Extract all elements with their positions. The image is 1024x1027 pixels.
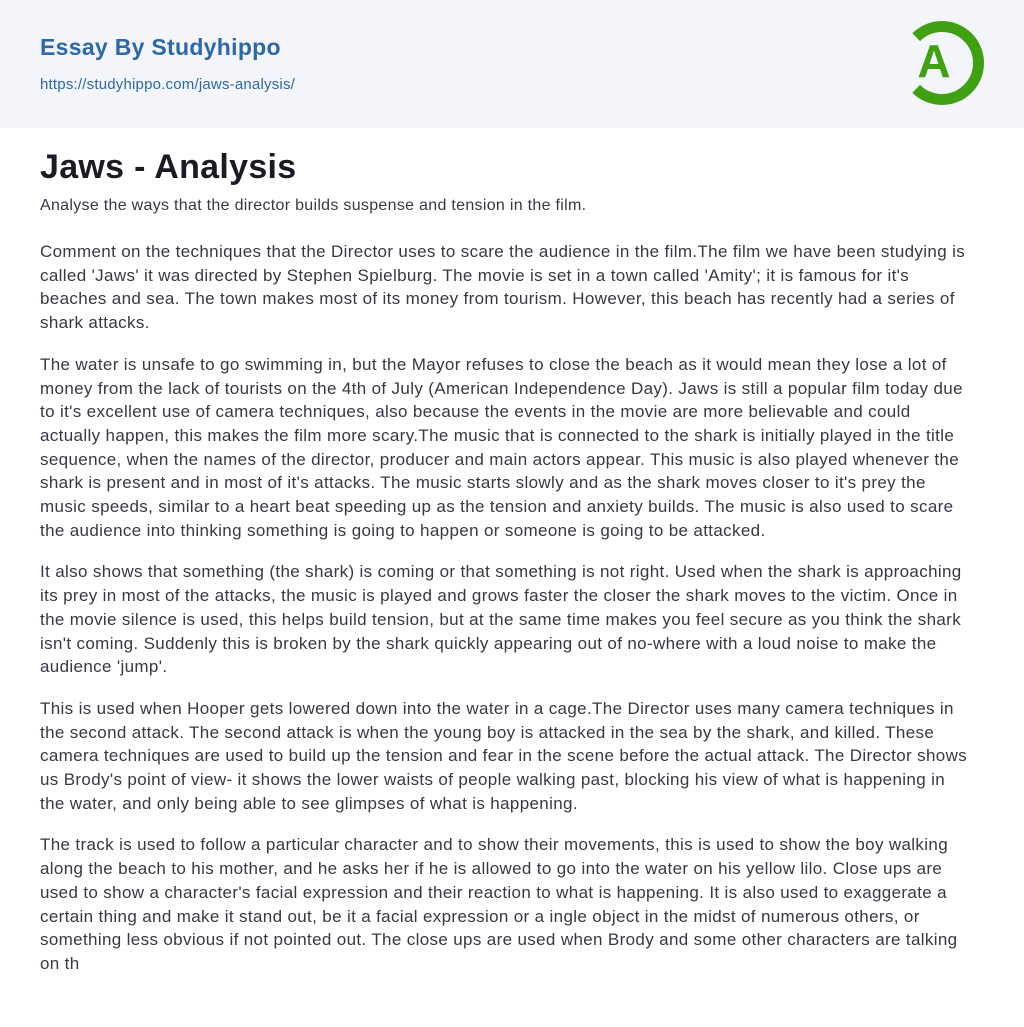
site-title: Essay By Studyhippo: [40, 34, 281, 60]
page-title: Jaws - Analysis: [40, 148, 297, 186]
studyhippo-logo-icon: [899, 20, 985, 106]
essay-subtitle: Analyse the ways that the director builds suspense and tension in the film.: [40, 197, 587, 214]
essay-paragraph: The water is unsafe to go swimming in, but the Mayor refuses to close the beach as it would mean they lose a lot of money from the lack of tourists on the 4th of July (American Independence Day). Jaws is still a popular film today due to it's excellent use of camera techniques, also because the events in the movie are more believable and could actually happen, this makes the film more scary.The music that is connected to the shark is initially played in the title sequence, when the names of the director, producer and main actors appear. This music is also played whenever the shark is present and in most of it's attacks. The music starts slowly and as the shark moves closer to it's prey the music speeds, similar to a heart beat speeding up as the tension and anxiety builds. The music is also used to scare the audience into thinking something is going to happen or someone is going to be attacked.: [40, 354, 963, 540]
essay-content: [0, 148, 1024, 976]
header-text-block: [40, 34, 984, 94]
essay-paragraph: This is used when Hooper gets lowered down into the water in a cage.The Director uses many camera techniques in the second attack. The second attack is when the young boy is attacked in the sea by the shark, and killed. These camera techniques are used to build up the tension and fear in the scene before the actual attack. The Director shows us Brody's point of view- it shows the lower waists of people walking past, blocking his view of what is happening in the water, and only being able to see glimpses of what is happening.: [40, 698, 968, 813]
essay-paragraph: Comment on the techniques that the Director uses to scare the audience in the film.The film we have been studying is called 'Jaws' it was directed by Stephen Spielburg. The movie is set in a town called 'Amity'; it is famous for it's beaches and sea. The town makes most of its money from tourism. However, this beach has recently had a series of shark attacks.: [40, 242, 966, 333]
logo-letter: A: [917, 35, 951, 87]
essay-paragraph: It also shows that something (the shark) is coming or that something is not right. Used when the shark is approaching its prey in most of the attacks, the music is played and grows faster the closer the shark moves to the victim. Once in the movie silence is used, this helps build tension, but at the same time makes you feel secure as you think the shark isn't coming. Suddenly this is broken by the shark quickly appearing out of no-where with a loud noise to make the audience 'jump'.: [40, 562, 962, 677]
source-url-link[interactable]: https://studyhippo.com/jaws-analysis/: [40, 76, 296, 93]
essay-paragraph: The track is used to follow a particular character and to show their movements, this is used to show the boy walking along the beach to his mother, and he asks her if he is allowed to go into the water on his yellow lilo. Close ups are used to show a character's facial expression and their reaction to what is happening. It is also used to exaggerate a certain thing and make it stand out, be it a facial expression or a ingle object in the midst of numerous others, or something less obvious if not pointed out. The close ups are used when Brody and some other characters are talking on th: [40, 835, 958, 973]
page-header: [0, 0, 1024, 128]
